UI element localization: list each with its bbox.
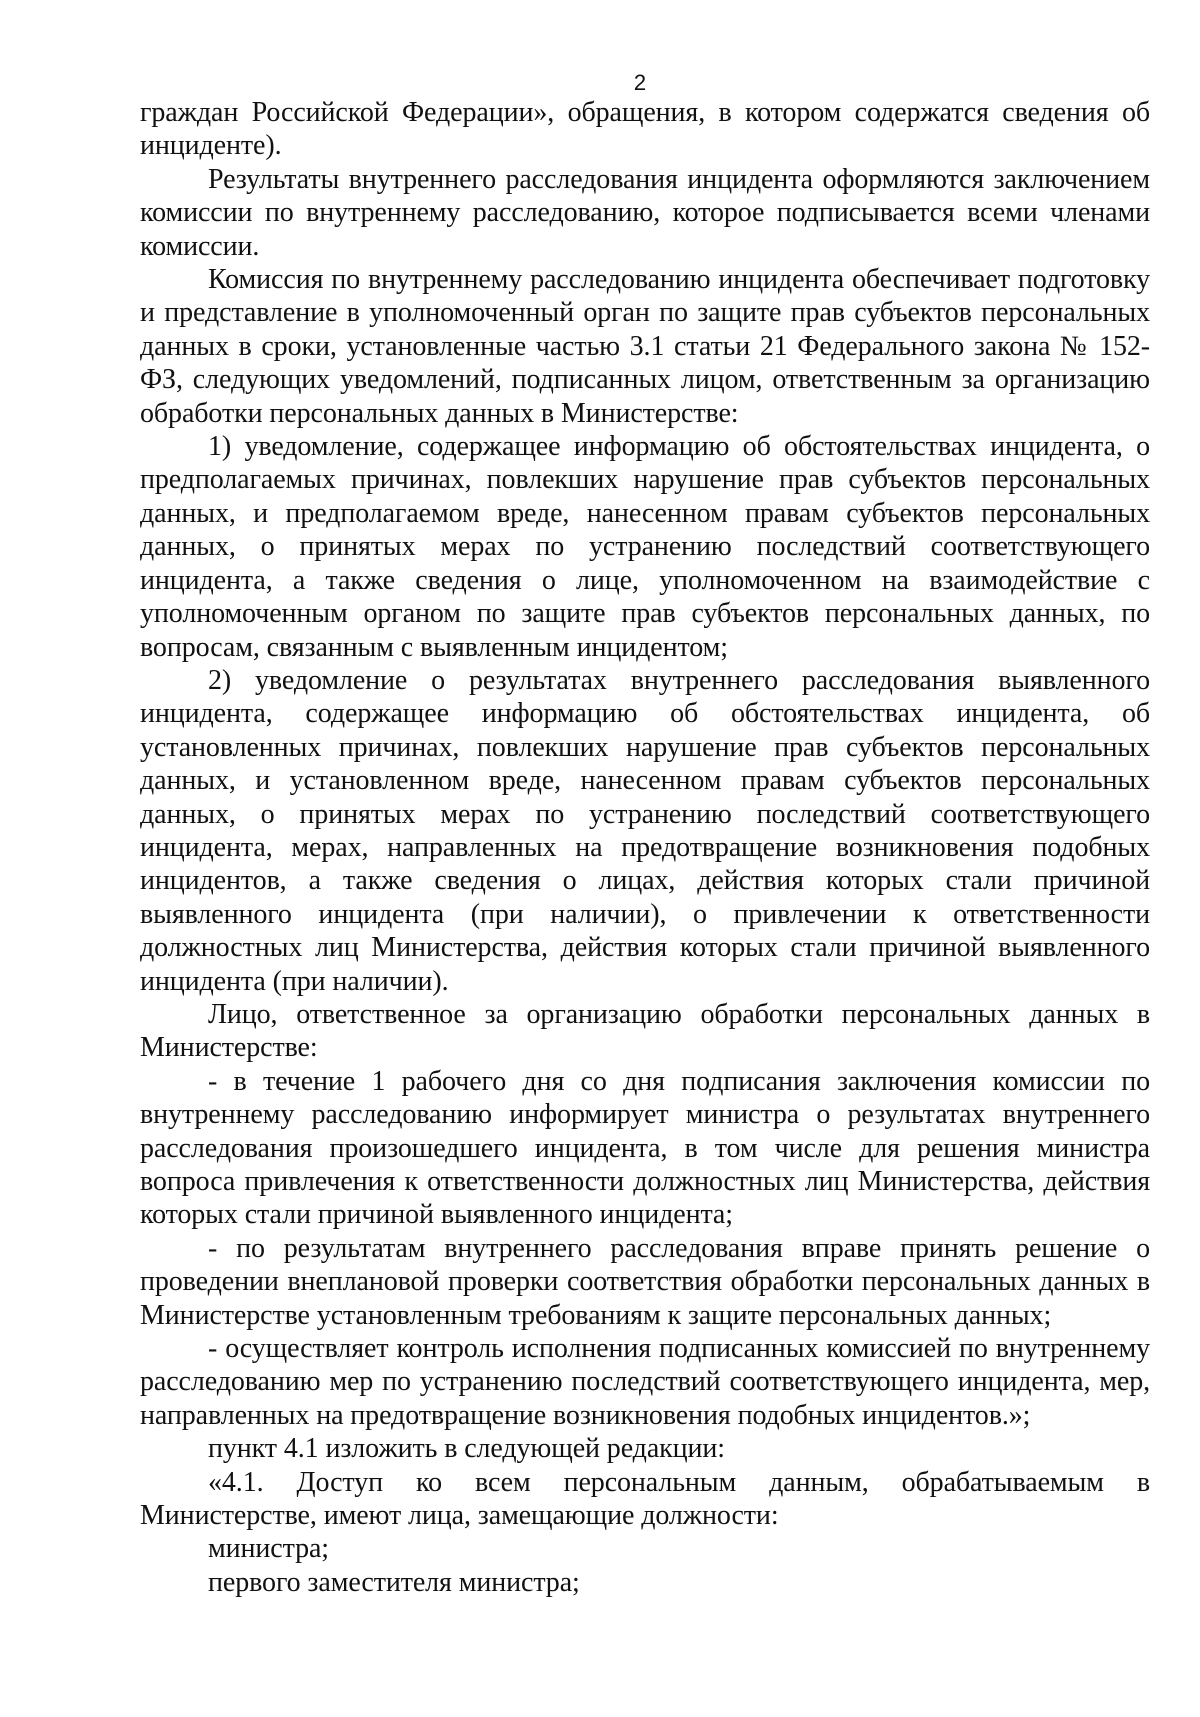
list-item-unscheduled-check: - по результатам внутреннего расследования вправе принять решение о проведении внеплановой проверки соответствия обработки персональных данных в Министерстве установленным требованиям к защите персональных данных; xyxy=(140,1232,1150,1331)
paragraph-amendment: пункт 4.1 изложить в следующей редакции: xyxy=(208,1433,725,1465)
list-item-minister: министра; xyxy=(208,1533,329,1565)
document-body xyxy=(140,96,1150,1599)
paragraph-responsible-person: Лицо, ответственное за организацию обработки персональных данных в Министерстве: xyxy=(140,998,1150,1064)
list-item-inform-minister: - в течение 1 рабочего дня со дня подписания заключения комиссии по внутреннему расследованию информирует министра о результатах внутреннего расследования произошедшего инцидента, в том числе для решения министра вопроса привлечения к ответственности должностных лиц Министерства, действия которых стали причиной выявленного инцидента; xyxy=(140,1065,1150,1231)
paragraph-continuation: граждан Российской Федерации», обращения, в котором содержатся сведения об инциденте). xyxy=(140,97,1150,162)
paragraph-results: Результаты внутреннего расследования инцидента оформляются заключением комиссии по внутреннему расследованию, которое подписывается всеми членами комиссии. xyxy=(140,163,1150,262)
page-number: 2 xyxy=(633,70,647,95)
list-item-first-deputy: первого заместителя министра; xyxy=(208,1566,580,1598)
paragraph-commission: Комиссия по внутреннему расследованию инцидента обеспечивает подготовку и представление в уполномоченный орган по защите прав субъектов персональных данных в сроки, установленные частью 3.1 статьи 21 Федерального закона № 152-ФЗ, следующих уведомлений, подписанных лицом, ответственным за организацию обработки персональных данных в Министерстве: xyxy=(140,264,1150,429)
list-item-control-measures: - осуществляет контроль исполнения подписанных комиссией по внутреннему расследованию мер по устранению последствий соответствующего инцидента, мер, направленных на предотвращение возникновения подобных инцидентов.»; xyxy=(140,1333,1150,1431)
paragraph-access-clause: «4.1. Доступ ко всем персональным данным, обрабатываемым в Министерстве, имеют лица, замещающие должности: xyxy=(140,1466,1150,1532)
list-item-notification-2: 2) уведомление о результатах внутреннего расследования выявленного инцидента, содержащее информацию об обстоятельствах инцидента, об установленных причинах, повлекших нарушение прав субъектов персональных данных, и установленном вреде, нанесенном правам субъектов персональных данных, о принятых мерах по устранению последствий соответствующего инцидента, мерах, направленных на предотвращение возникновения подобных инцидентов, а также сведения о лицах, действия которых стали причиной выявленного инцидента (при наличии), о привлечении к ответственности должностных лиц Министерства, действия которых стали причиной выявленного инцидента (при наличии). xyxy=(140,664,1150,997)
list-item-notification-1: 1) уведомление, содержащее информацию об обстоятельствах инцидента, о предполагаемых причинах, повлекших нарушение прав субъектов персональных данных, и предполагаемом вреде, нанесенном правам субъектов персональных данных, о принятых мерах по устранению последствий соответствующего инцидента, а также сведения о лице, уполномоченном на взаимодействие с уполномоченным органом по защите прав субъектов персональных данных, по вопросам, связанным с выявленным инцидентом; xyxy=(140,431,1150,663)
